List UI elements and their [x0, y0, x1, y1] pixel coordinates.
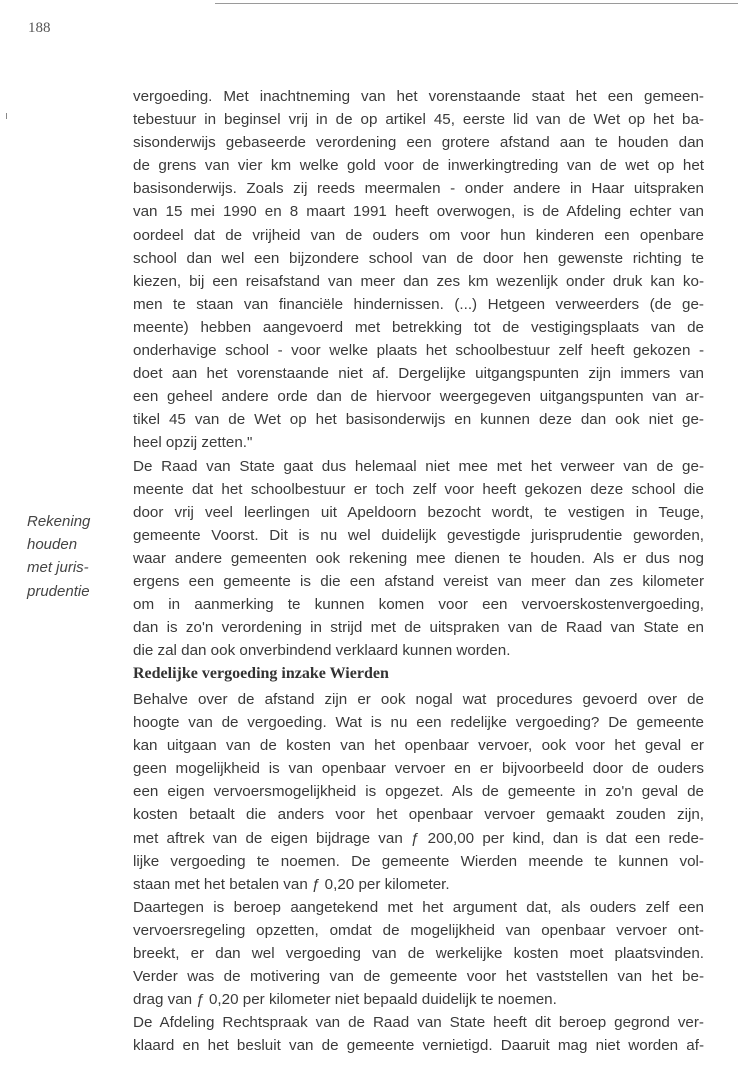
text-line: onderhavige school - voor welke plaats het schoolbestuur zelf heeft gekozen -: [133, 342, 704, 360]
text-line: tebestuur in beginsel vrij in de op artikel 45, eerste lid van de Wet op het ba-: [133, 111, 704, 129]
text-line: meente dat het schoolbestuur er toch zelf voor heeft gekozen deze school die: [133, 480, 704, 498]
text-line: Verder was de motivering van de gemeente voor het vaststellen van het be-: [133, 968, 704, 986]
margin-note-line: met juris-: [27, 559, 89, 577]
text-line: kosten betaalt die anders voor het openbaar vervoer gemaakt zouden zijn,: [133, 806, 704, 824]
text-line: ergens een gemeente is die een afstand vereist van meer dan zes kilometer: [133, 572, 704, 590]
page-number: 188: [28, 20, 51, 36]
text-line: om in aanmerking te kunnen komen voor een vervoerskostenvergoeding,: [133, 596, 704, 614]
text-line: De Afdeling Rechtspraak van de Raad van State heeft dit beroep gegrond ver-: [133, 1014, 704, 1032]
top-rule: [215, 3, 738, 4]
text-line: van 15 mei 1990 en 8 maart 1991 heeft overwogen, is de Afdeling echter van: [133, 203, 704, 221]
text-line: die zal dan ook onverbindend verklaard kunnen worden.: [133, 642, 511, 660]
text-line: dan is zo'n verordening in strijd met de uitspraken van de Raad van State en: [133, 619, 704, 637]
margin-note: [27, 510, 117, 603]
margin-note-line: prudentie: [27, 582, 90, 600]
text-line: kiezen, bij een reisafstand van meer dan zes km wezenlijk onder druk kan ko-: [133, 272, 704, 290]
text-line: waar andere gemeenten ook rekening mee dienen te houden. Als er dus nog: [133, 549, 704, 567]
text-line: vergoeding. Met inachtneming van het vorenstaande staat het een gemeen-: [133, 88, 704, 105]
text-line: klaard en het besluit van de gemeente vernietigd. Daaruit mag niet worden af-: [133, 1037, 704, 1055]
text-line: geen mogelijkheid is van openbaar vervoer en er bijvoorbeeld door de ouders: [133, 760, 704, 778]
text-line: Daartegen is beroep aangetekend met het argument dat, als ouders zelf een: [133, 898, 704, 916]
text-line: school dan wel een bijzondere school van de door hen gewenste richting te: [133, 249, 704, 267]
text-line: sisonderwijs gebaseerde verordening een grotere afstand aan te houden dan: [133, 134, 704, 152]
section-heading: Redelijke vergoeding inzake Wierden: [133, 665, 389, 682]
margin-note-line: houden: [27, 536, 78, 554]
text-line: men te staan van financiële hindernissen. (...) Hetgeen verweerders (de ge-: [133, 295, 704, 313]
paragraph-afdeling: [133, 1011, 704, 1057]
paragraph-vergoeding: [133, 688, 704, 896]
text-line: met aftrek van de eigen bijdrage van ƒ 200,00 per kind, dan is dat een rede-: [133, 829, 704, 847]
text-line: breekt, er dan wel vergoeding van de werkelijke kosten moet plaatsvinden.: [133, 945, 704, 963]
text-line: een eigen vervoersmogelijkheid is opgezet. Als de gemeente in zo'n geval de: [133, 783, 704, 801]
margin-note-line: Rekening: [27, 513, 91, 530]
text-line: staan met het betalen van ƒ 0,20 per kilometer.: [133, 875, 450, 893]
text-line: gemeente Voorst. Dit is nu wel duidelijk gevestigde jurisprudentie geworden,: [133, 526, 704, 544]
text-line: de grens van vier km welke gold voor de inwerkingtreding van de wet op het: [133, 157, 704, 175]
text-line: heel opzij zetten.": [133, 434, 253, 452]
text-line: basisonderwijs. Zoals zij reeds meermalen - onder andere in Haar uitspraken: [133, 180, 704, 198]
text-line: De Raad van State gaat dus helemaal niet mee met het verweer van de ge-: [133, 457, 704, 475]
body-text-upper: [133, 85, 704, 662]
paragraph-raad-van-state: [133, 455, 704, 663]
margin-tick: [6, 113, 7, 119]
body-text-lower: [133, 688, 704, 1058]
text-line: oordeel dat de vrijheid van de ouders om voor hun kinderen een openbare: [133, 226, 704, 244]
text-line: drag van ƒ 0,20 per kilometer niet bepaald duidelijk te noemen.: [133, 991, 557, 1009]
text-line: doet aan het vorenstaande niet af. Dergelijke uitgangspunten zijn immers van: [133, 365, 704, 383]
text-line: een geheel andere orde dan de hiervoor weergegeven uitgangspunten van ar-: [133, 388, 704, 406]
text-line: door vrij veel leerlingen uit Apeldoorn bezocht wordt, te vestigen in Teuge,: [133, 503, 704, 521]
paragraph-beroep: [133, 896, 704, 1011]
text-line: vervoersregeling opzetten, omdat de mogelijkheid van openbaar vervoer ont-: [133, 921, 704, 939]
text-line: kan uitgaan van de kosten van het openbaar vervoer, ook voor het geval er: [133, 737, 704, 755]
text-line: tikel 45 van de Wet op het basisonderwijs en kunnen deze dan ook niet ge-: [133, 411, 704, 429]
text-line: meente) hebben aangevoerd met betrekking tot de vestigingsplaats van de: [133, 318, 704, 336]
paragraph-quote-end: [133, 85, 704, 455]
text-line: Behalve over de afstand zijn er ook nogal wat procedures gevoerd over de: [133, 691, 704, 708]
text-line: hoogte van de vergoeding. Wat is nu een redelijke vergoeding? De gemeente: [133, 714, 704, 732]
text-line: lijke vergoeding te noemen. De gemeente Wierden meende te kunnen vol-: [133, 852, 704, 870]
